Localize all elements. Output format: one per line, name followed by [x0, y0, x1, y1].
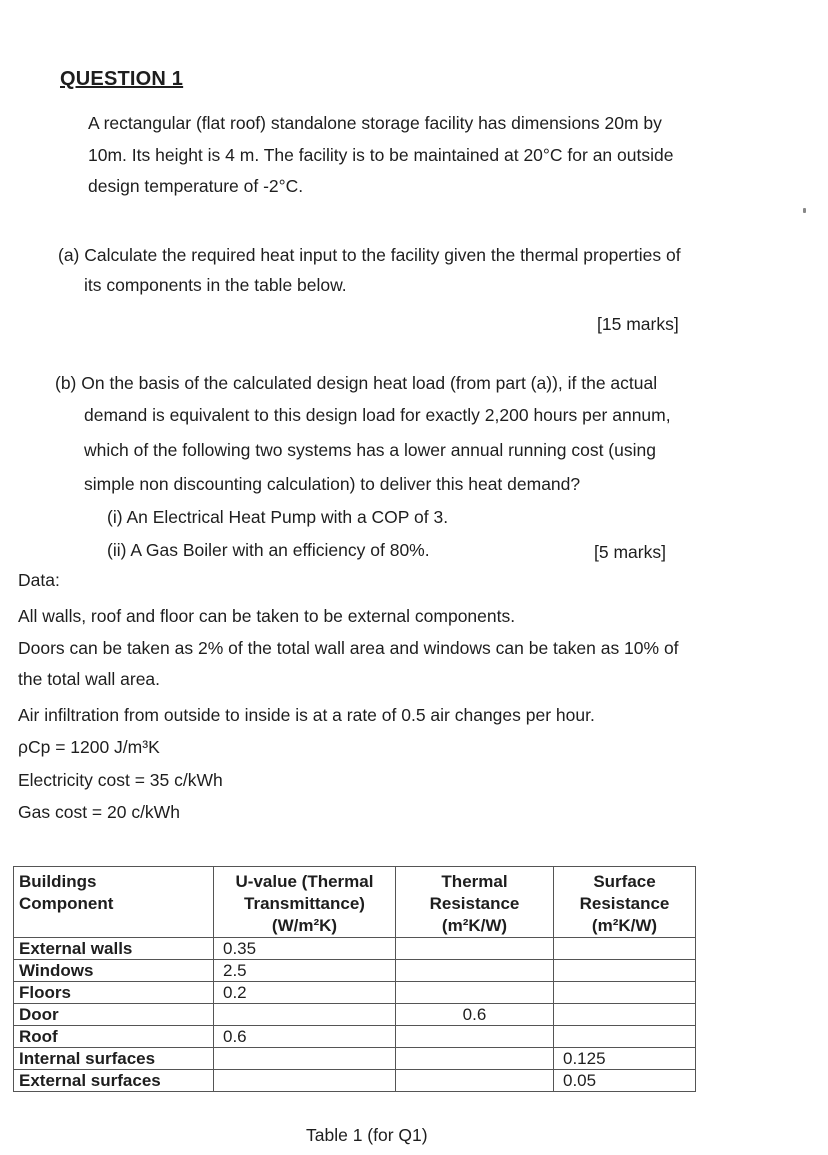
- cell-u-value: [214, 1004, 396, 1026]
- header-surface-resistance-line-2: Resistance: [579, 894, 670, 913]
- cell-u-value: [214, 1048, 396, 1070]
- cell-u-value: 2.5: [214, 960, 396, 982]
- data-line-2: Doors can be taken as 2% of the total wall area and windows can be taken as 10% of: [18, 638, 679, 658]
- header-surface-resistance-line-1: Surface: [593, 872, 656, 891]
- question-title: QUESTION 1: [60, 68, 184, 90]
- cell-component: Windows: [14, 960, 214, 982]
- cell-component: Internal surfaces: [14, 1048, 214, 1070]
- data-line-7: Gas cost = 20 c/kWh: [18, 802, 180, 822]
- header-u-value: [214, 867, 396, 938]
- part-b-marks: [5 marks]: [594, 542, 666, 562]
- cell-surface-resistance: [554, 938, 696, 960]
- cell-component: Floors: [14, 982, 214, 1004]
- intro-line-1: A rectangular (flat roof) standalone storage facility has dimensions 20m by: [88, 113, 662, 133]
- table-row: [14, 1026, 696, 1048]
- table-row: [14, 938, 696, 960]
- part-b-line-2: demand is equivalent to this design load for exactly 2,200 hours per annum,: [84, 405, 671, 425]
- header-u-value-line-1: U-value (Thermal: [235, 872, 374, 891]
- cell-thermal-resistance: [396, 938, 554, 960]
- thermal-properties-table: [13, 866, 696, 1092]
- part-b-line-4: simple non discounting calculation) to deliver this heat demand?: [84, 474, 581, 494]
- cell-component: External walls: [14, 938, 214, 960]
- part-b-line-1: (b) On the basis of the calculated design heat load (from part (a)), if the actual: [55, 373, 658, 393]
- scan-speck: [803, 208, 806, 213]
- part-a-line-1: (a) Calculate the required heat input to the facility given the thermal properties of: [58, 245, 681, 265]
- cell-u-value: 0.2: [214, 982, 396, 1004]
- cell-thermal-resistance: [396, 1026, 554, 1048]
- intro-line-3: design temperature of -2°C.: [88, 176, 304, 196]
- cell-thermal-resistance: [396, 1070, 554, 1092]
- cell-surface-resistance: [554, 960, 696, 982]
- cell-surface-resistance: 0.05: [554, 1070, 696, 1092]
- data-line-6: Electricity cost = 35 c/kWh: [18, 770, 223, 790]
- header-component-line-1: Buildings: [19, 872, 97, 891]
- table-caption: Table 1 (for Q1): [306, 1125, 428, 1145]
- cell-component: Roof: [14, 1026, 214, 1048]
- table-row: [14, 1070, 696, 1092]
- data-line-5: ρCp = 1200 J/m³K: [18, 737, 160, 757]
- header-component: [14, 867, 214, 938]
- header-u-value-line-2: Transmittance): [244, 894, 365, 913]
- cell-surface-resistance: [554, 1026, 696, 1048]
- data-line-3: the total wall area.: [18, 669, 161, 689]
- header-thermal-resistance-line-1: Thermal: [441, 872, 508, 891]
- data-line-4: Air infiltration from outside to inside is at a rate of 0.5 air changes per hour.: [18, 705, 595, 725]
- cell-component: External surfaces: [14, 1070, 214, 1092]
- part-b-option-i: (i) An Electrical Heat Pump with a COP of 3.: [107, 507, 449, 527]
- cell-thermal-resistance: 0.6: [396, 1004, 554, 1026]
- table-row: [14, 1048, 696, 1070]
- header-surface-resistance-line-3: (m²K/W): [591, 916, 658, 935]
- header-thermal-resistance: [396, 867, 554, 938]
- table-row: [14, 960, 696, 982]
- intro-line-2: 10m. Its height is 4 m. The facility is to be maintained at 20°C for an outside: [88, 145, 674, 165]
- part-b-line-3: which of the following two systems has a lower annual running cost (using: [84, 440, 656, 460]
- cell-surface-resistance: [554, 982, 696, 1004]
- table-row: [14, 982, 696, 1004]
- header-thermal-resistance-line-2: Resistance: [429, 894, 520, 913]
- cell-thermal-resistance: [396, 982, 554, 1004]
- data-heading: Data:: [18, 570, 60, 590]
- header-surface-resistance: [554, 867, 696, 938]
- part-b-option-ii: (ii) A Gas Boiler with an efficiency of 80%.: [107, 540, 430, 560]
- header-component-line-2: Component: [19, 894, 114, 913]
- cell-thermal-resistance: [396, 1048, 554, 1070]
- header-u-value-line-3: (W/m²K): [271, 916, 338, 935]
- table-row: [14, 1004, 696, 1026]
- cell-thermal-resistance: [396, 960, 554, 982]
- cell-u-value: 0.35: [214, 938, 396, 960]
- part-a-line-2: its components in the table below.: [84, 275, 347, 295]
- header-thermal-resistance-line-3: (m²K/W): [441, 916, 508, 935]
- cell-u-value: 0.6: [214, 1026, 396, 1048]
- cell-surface-resistance: [554, 1004, 696, 1026]
- cell-u-value: [214, 1070, 396, 1092]
- cell-surface-resistance: 0.125: [554, 1048, 696, 1070]
- data-line-1: All walls, roof and floor can be taken to be external components.: [18, 606, 516, 626]
- part-a-marks: [15 marks]: [597, 314, 679, 334]
- cell-component: Door: [14, 1004, 214, 1026]
- table-header-row: [14, 867, 696, 938]
